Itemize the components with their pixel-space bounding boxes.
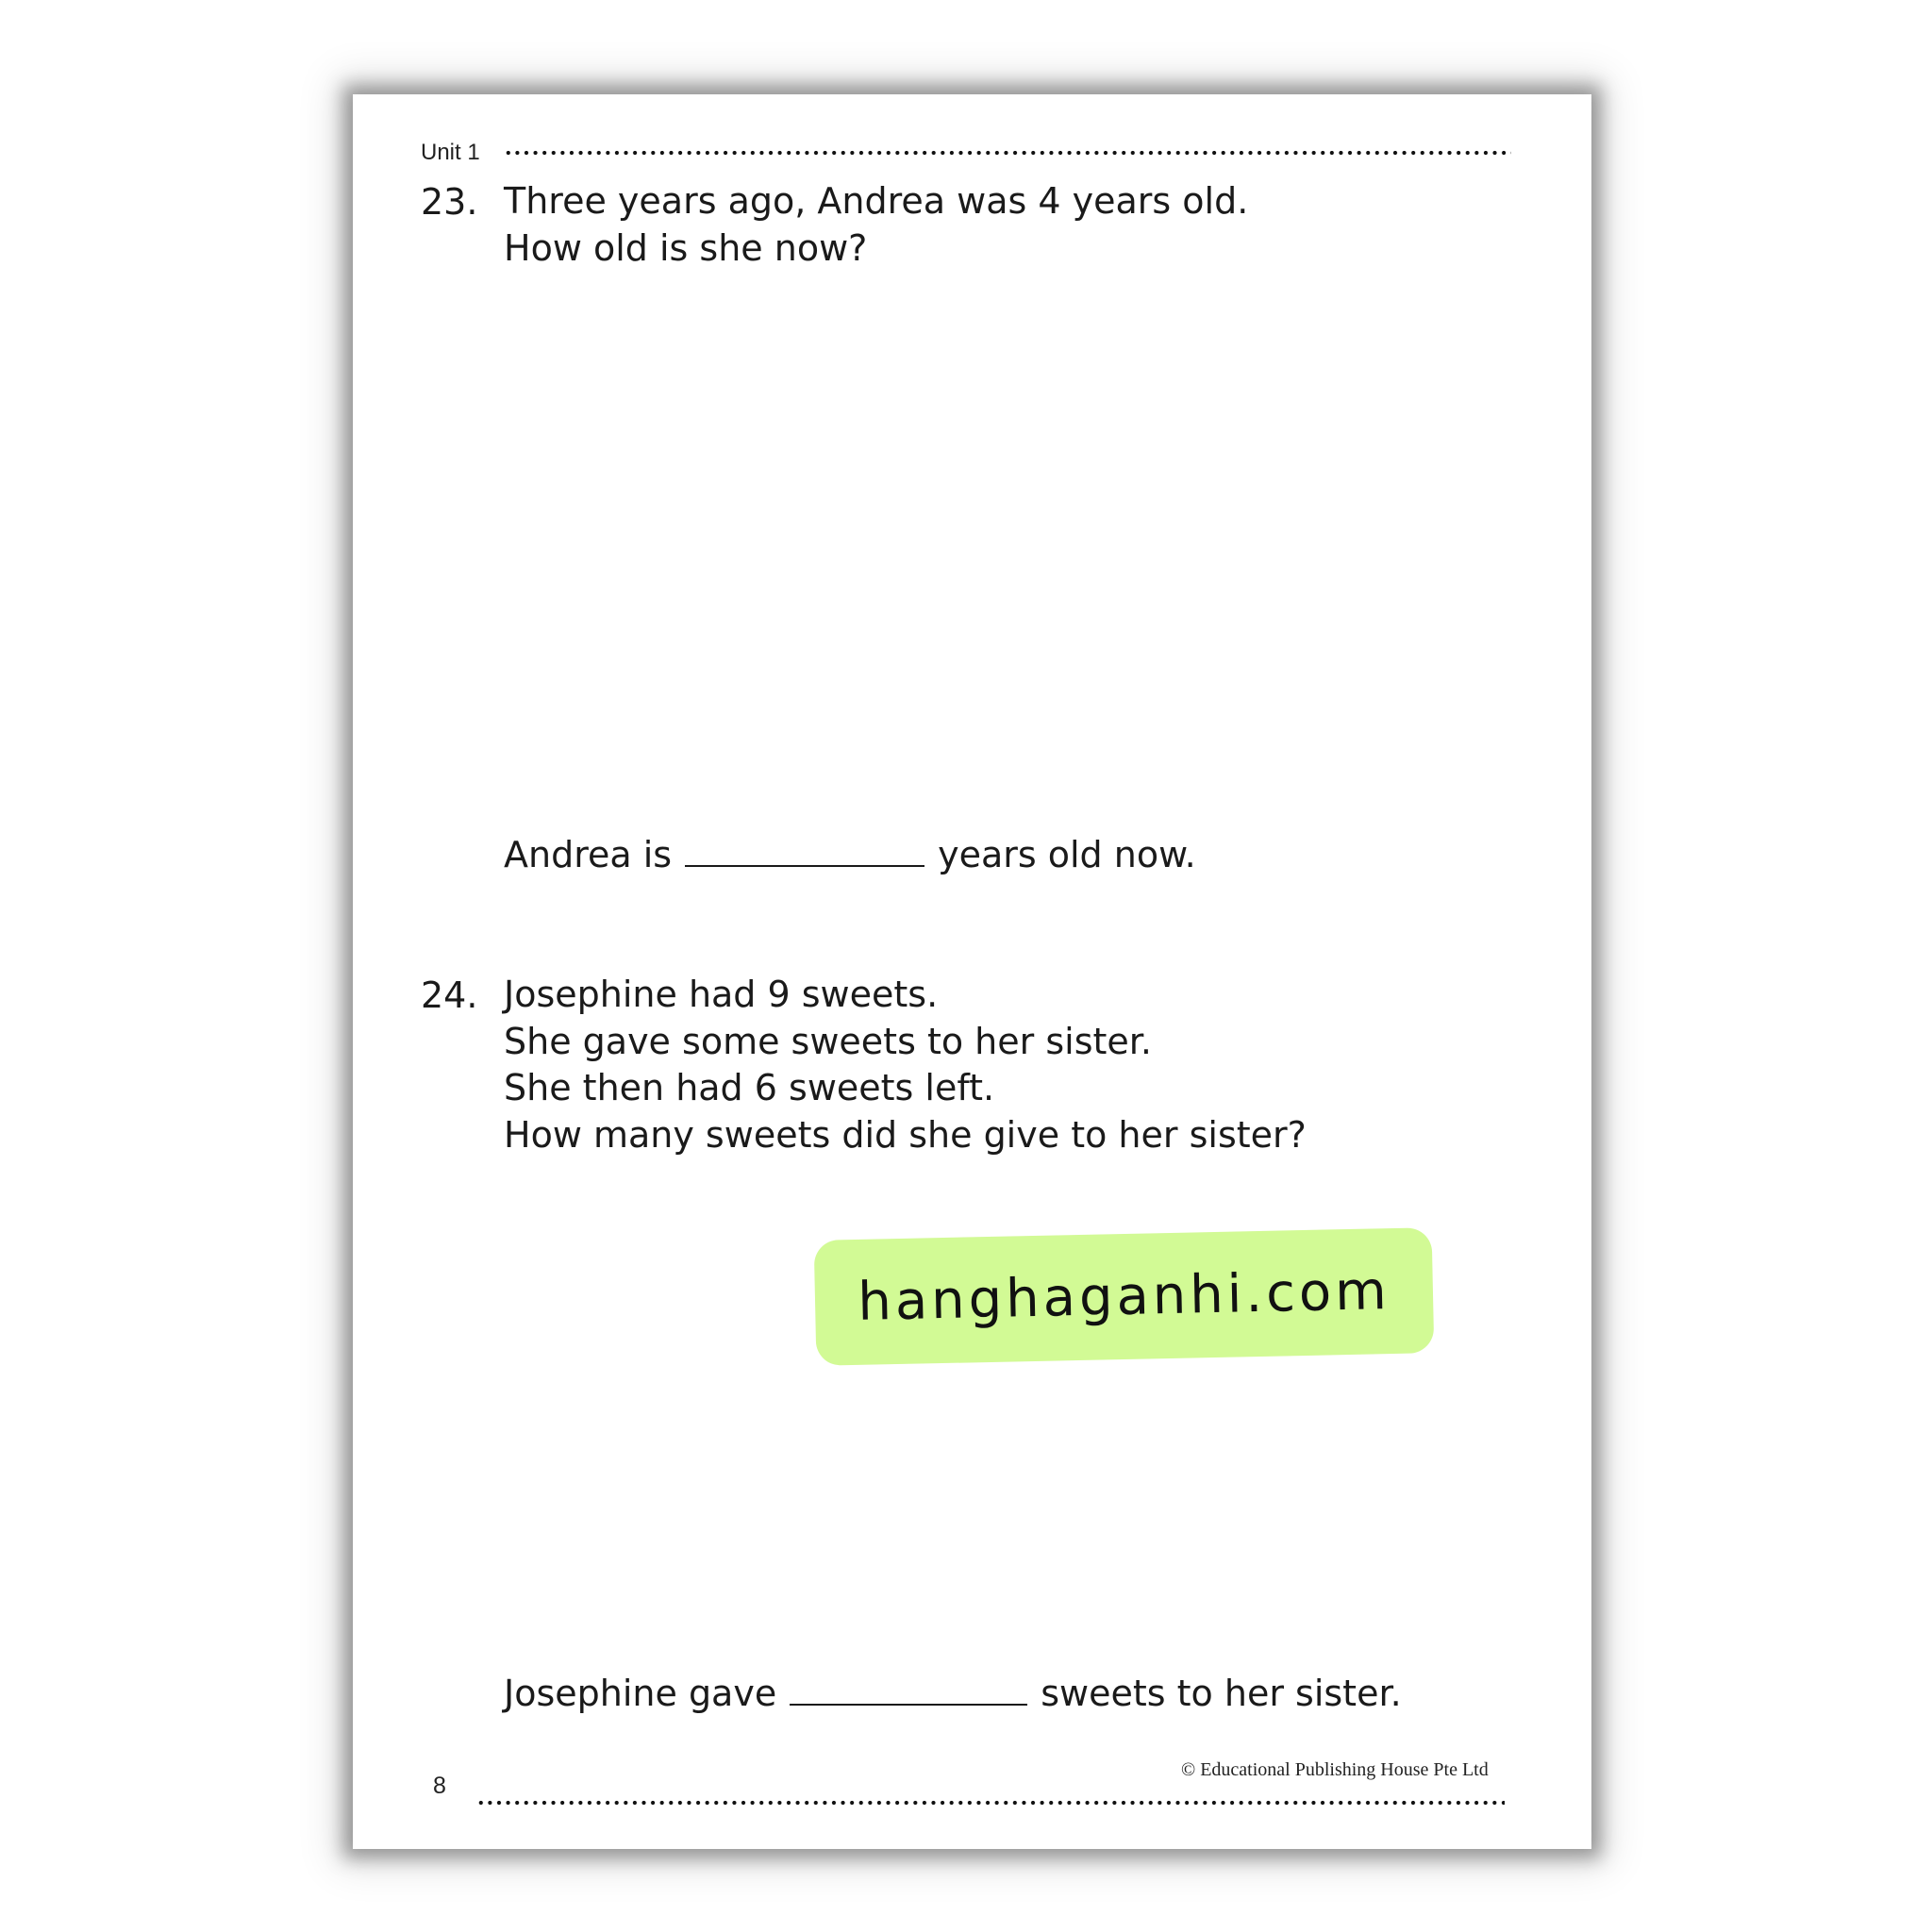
question-23-answer-prefix: Andrea is <box>504 834 673 875</box>
question-24-answer-blank[interactable] <box>790 1704 1027 1706</box>
footer-dotted-rule <box>476 1800 1505 1806</box>
question-23-line-2: How old is she now? <box>504 226 868 269</box>
question-23-line-1: Three years ago, Andrea was 4 years old. <box>504 180 1249 222</box>
question-23-text <box>504 178 1248 272</box>
question-23-number: 23. <box>421 181 478 223</box>
question-24-line-3: She then had 6 sweets left. <box>504 1067 995 1108</box>
question-24-answer-prefix: Josephine gave <box>504 1673 777 1714</box>
question-24-text <box>504 972 1307 1158</box>
watermark-text: hanghaganhi.com <box>857 1260 1391 1333</box>
worksheet-page <box>353 94 1591 1849</box>
watermark-badge <box>814 1227 1435 1366</box>
question-23-answer-line <box>504 831 1196 878</box>
unit-label: Unit 1 <box>421 140 480 165</box>
copyright-notice: © Educational Publishing House Pte Ltd <box>1181 1759 1489 1780</box>
question-24-number: 24. <box>421 974 478 1016</box>
page-number: 8 <box>433 1773 446 1799</box>
question-24-line-1: Josephine had 9 sweets. <box>504 974 939 1015</box>
question-23-answer-suffix: years old now. <box>938 834 1196 875</box>
question-24-line-4: How many sweets did she give to her sister? <box>504 1113 1307 1156</box>
header-dotted-rule <box>504 150 1511 156</box>
question-24-line-2: She gave some sweets to her sister. <box>504 1020 1152 1062</box>
question-24-answer-line <box>504 1670 1402 1717</box>
question-24-answer-suffix: sweets to her sister. <box>1041 1673 1402 1714</box>
question-23-answer-blank[interactable] <box>685 865 924 867</box>
